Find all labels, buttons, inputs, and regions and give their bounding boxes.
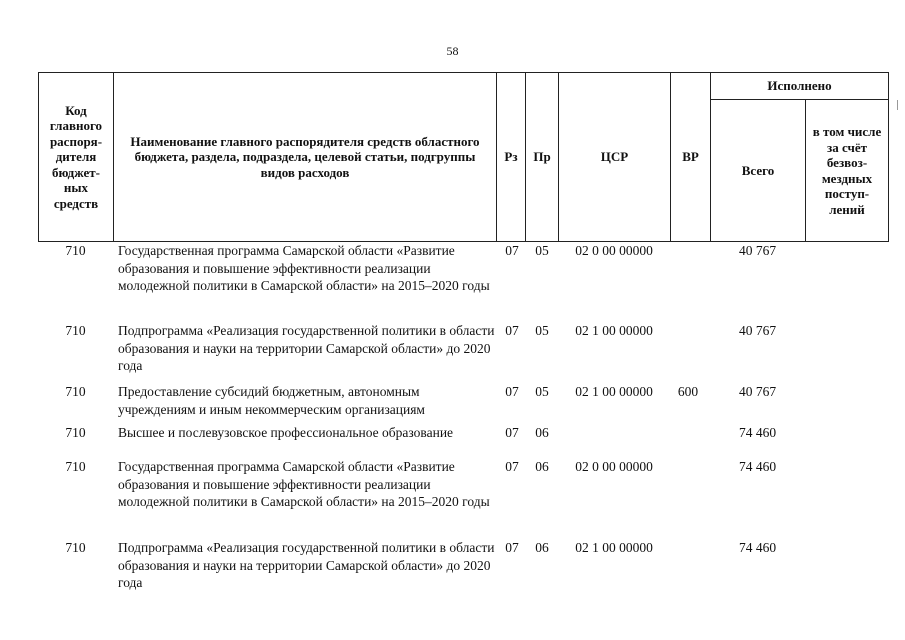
- page-number: 58: [446, 44, 459, 58]
- row-pr: 05: [535, 243, 549, 258]
- header-code: [39, 73, 114, 241]
- row-csr: 02 0 00 00000: [575, 243, 653, 258]
- row-code: 710: [65, 384, 86, 399]
- header-free-receipts-label: в том числе за счёт безвоз-мездных поступ-лений: [812, 124, 882, 217]
- row-total: 74 460: [738, 425, 777, 440]
- row-total: 40 767: [738, 323, 777, 338]
- header-name: [114, 73, 497, 241]
- row-rz: 07: [505, 384, 519, 399]
- row-total: 74 460: [738, 540, 777, 555]
- row-code: 710: [65, 540, 86, 555]
- row-total: 40 767: [738, 384, 777, 399]
- row-pr: 06: [535, 425, 549, 440]
- row-csr: 02 1 00 00000: [575, 540, 653, 555]
- row-total: 40 767: [738, 243, 777, 258]
- row-csr: 02 1 00 00000: [575, 384, 653, 399]
- row-code: 710: [65, 323, 86, 338]
- row-vr: 600: [677, 384, 699, 399]
- header-pr-label: Пр: [533, 149, 551, 165]
- header-executed-label: Исполнено: [767, 78, 832, 94]
- table-header: [38, 72, 889, 242]
- header-total-label: Всего: [741, 162, 775, 178]
- row-name: Подпрограмма «Реализация государственной политики в области образования и науки на территории Самарской области» до 2020 года: [118, 323, 495, 373]
- header-code-label: Код главного распоря-дителя бюджет-ных средств: [49, 102, 103, 211]
- row-rz: 07: [505, 323, 519, 338]
- row-rz: 07: [505, 540, 519, 555]
- header-csr: [559, 73, 671, 241]
- row-pr: 06: [535, 540, 549, 555]
- row-name: Подпрограмма «Реализация государственной политики в области образования и науки на территории Самарской области» до 2020 года: [118, 540, 495, 590]
- header-vr: [671, 73, 711, 241]
- row-csr: 02 1 00 00000: [575, 323, 653, 338]
- header-pr: [526, 73, 559, 241]
- scan-edge-mark: [897, 100, 898, 110]
- header-free-receipts: [806, 100, 888, 241]
- row-total: 74 460: [738, 459, 777, 474]
- row-code: 710: [65, 459, 86, 474]
- row-rz: 07: [505, 459, 519, 474]
- row-rz: 07: [505, 243, 519, 258]
- row-pr: 05: [535, 384, 549, 399]
- header-rz-label: Рз: [504, 149, 518, 165]
- row-code: 710: [65, 425, 86, 440]
- header-csr-label: ЦСР: [600, 149, 629, 165]
- row-pr: 06: [535, 459, 549, 474]
- row-name: Предоставление субсидий бюджетным, автономным учреждениям и иным некоммерческим организациям: [118, 384, 425, 417]
- header-vr-label: ВР: [682, 149, 699, 165]
- row-pr: 05: [535, 323, 549, 338]
- header-total: [711, 100, 806, 241]
- row-name: Государственная программа Самарской области «Развитие образования и повышение эффективности реализации молодежной политики в Самарской области» на 2015–2020 годы: [118, 459, 490, 509]
- header-executed: [711, 73, 888, 100]
- header-name-label: Наименование главного распорядителя средств областного бюджета, раздела, подраздела, целевой статьи, подгруппы видов расходов: [130, 133, 480, 180]
- row-name: Государственная программа Самарской области «Развитие образования и повышение эффективности реализации молодежной политики в Самарской области» на 2015–2020 годы: [118, 243, 490, 293]
- row-name: Высшее и послевузовское профессиональное образование: [118, 425, 454, 440]
- header-rz: [497, 73, 526, 241]
- row-code: 710: [65, 243, 86, 258]
- row-rz: 07: [505, 425, 519, 440]
- row-csr: 02 0 00 00000: [575, 459, 653, 474]
